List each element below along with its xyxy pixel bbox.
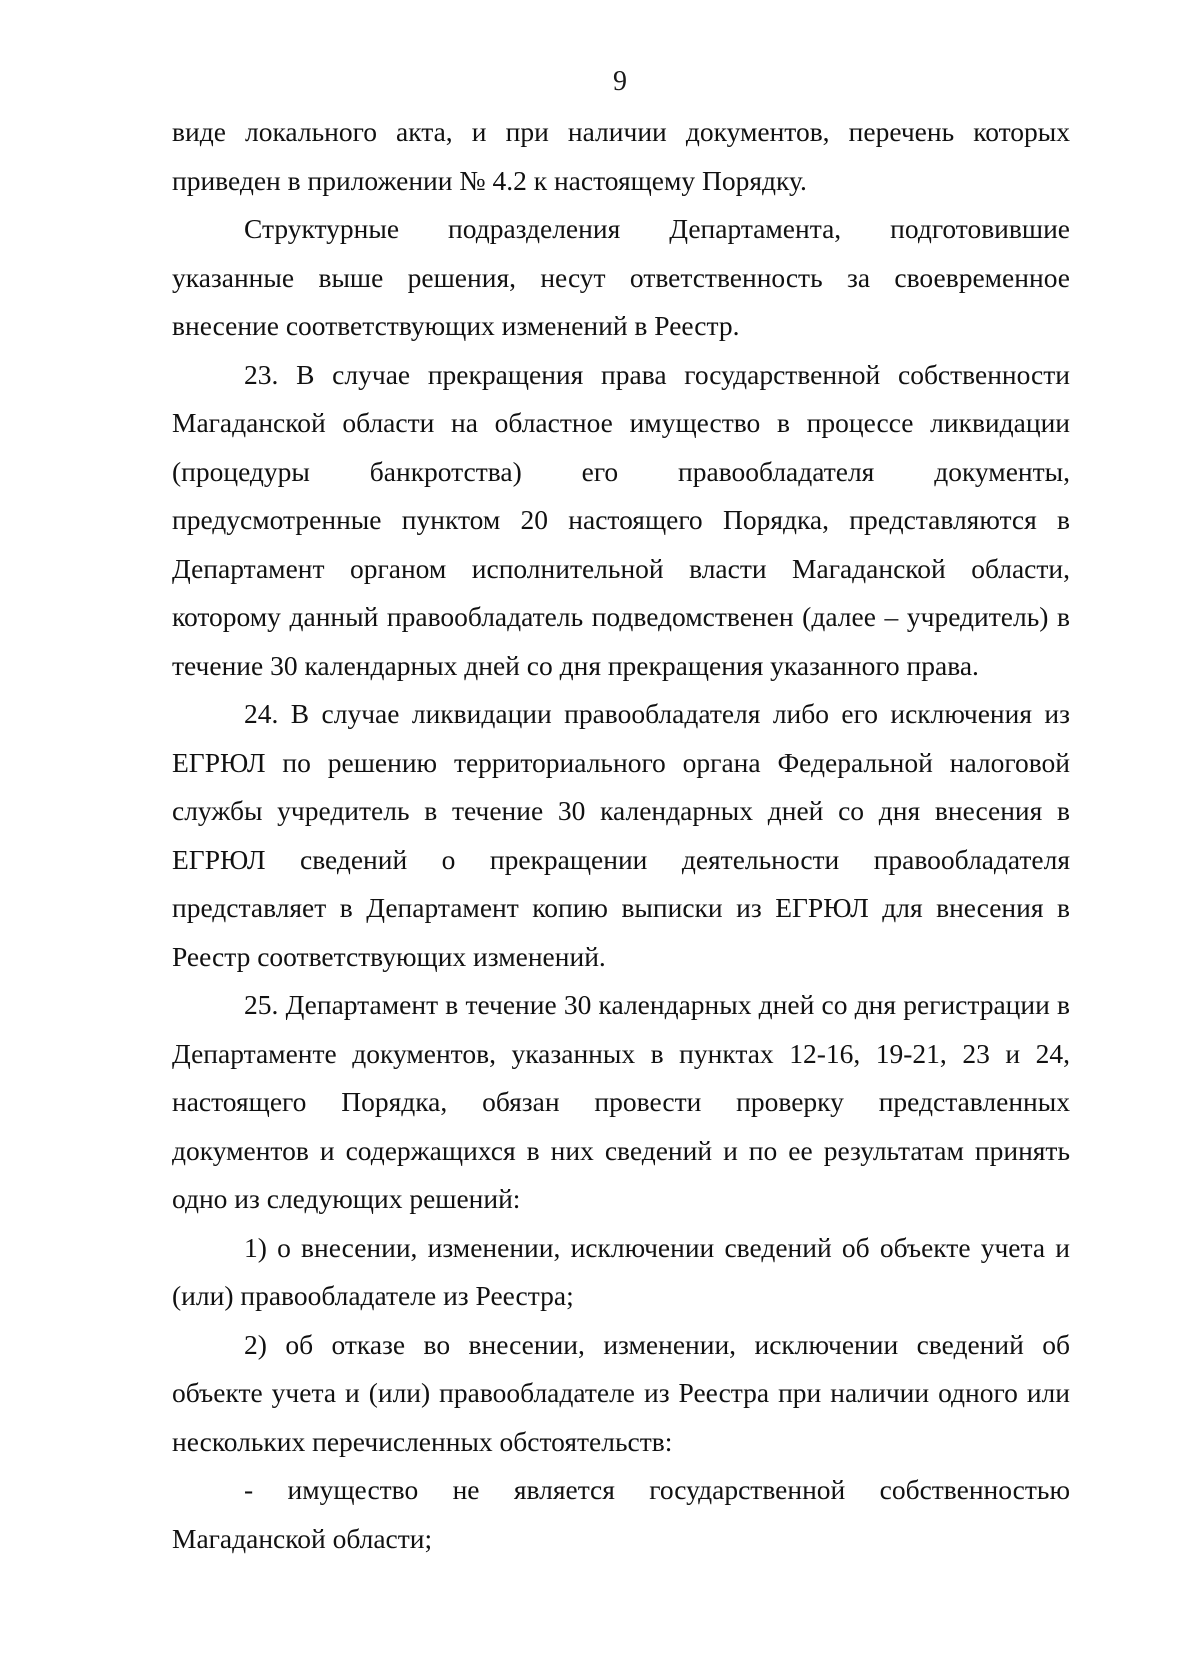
paragraph-bullet-property: - имущество не является государственной собственностью Магаданской области;: [172, 1474, 1070, 1554]
paragraph-item-23: 23. В случае прекращения права государственной собственности Магаданской области на областное имущество в процессе ликвидации (процедуры банкротства) его правообладателя документы, предусмотренные пунктом 20 настоящего Порядка, представляются в Департамент органом исполнительной власти Магаданской области, которому данный правообладатель подведомственен (далее – учредитель) в течение 30 календарных дней со дня прекращения указанного права.: [172, 358, 1070, 681]
paragraph-subitem-2: 2) об отказе во внесении, изменении, исключении сведений об объекте учета и (или) правообладателе из Реестра при наличии одного или нескольких перечисленных обстоятельств:: [172, 1328, 1070, 1457]
page-number: 9: [613, 66, 627, 97]
document-body: [172, 108, 1070, 1563]
paragraph-subitem-1: 1) о внесении, изменении, исключении сведений об объекте учета и (или) правообладателе из Реестра;: [172, 1231, 1070, 1311]
paragraph-item-24: 24. В случае ликвидации правообладателя либо его исключения из ЕГРЮЛ по решению территориального органа Федеральной налоговой службы учредитель в течение 30 календарных дней со дня внесения в ЕГРЮЛ сведений о прекращении деятельности правообладателя представляет в Департамент копию выписки из ЕГРЮЛ для внесения в Реестр соответствующих изменений.: [172, 698, 1070, 972]
paragraph-continuation: виде локального акта, и при наличии документов, перечень которых приведен в приложении № 4.2 к настоящему Порядку.: [172, 116, 1070, 196]
paragraph-item-25: 25. Департамент в течение 30 календарных дней со дня регистрации в Департаменте документов, указанных в пунктах 12-16, 19-21, 23 и 24, настоящего Порядка, обязан провести проверку представленных документов и содержащихся в них сведений и по ее результатам принять одно из следующих решений:: [172, 989, 1070, 1214]
paragraph-structural-units: Структурные подразделения Департамента, подготовившие указанные выше решения, несут ответственность за своевременное внесение соответствующих изменений в Реестр.: [172, 213, 1070, 341]
